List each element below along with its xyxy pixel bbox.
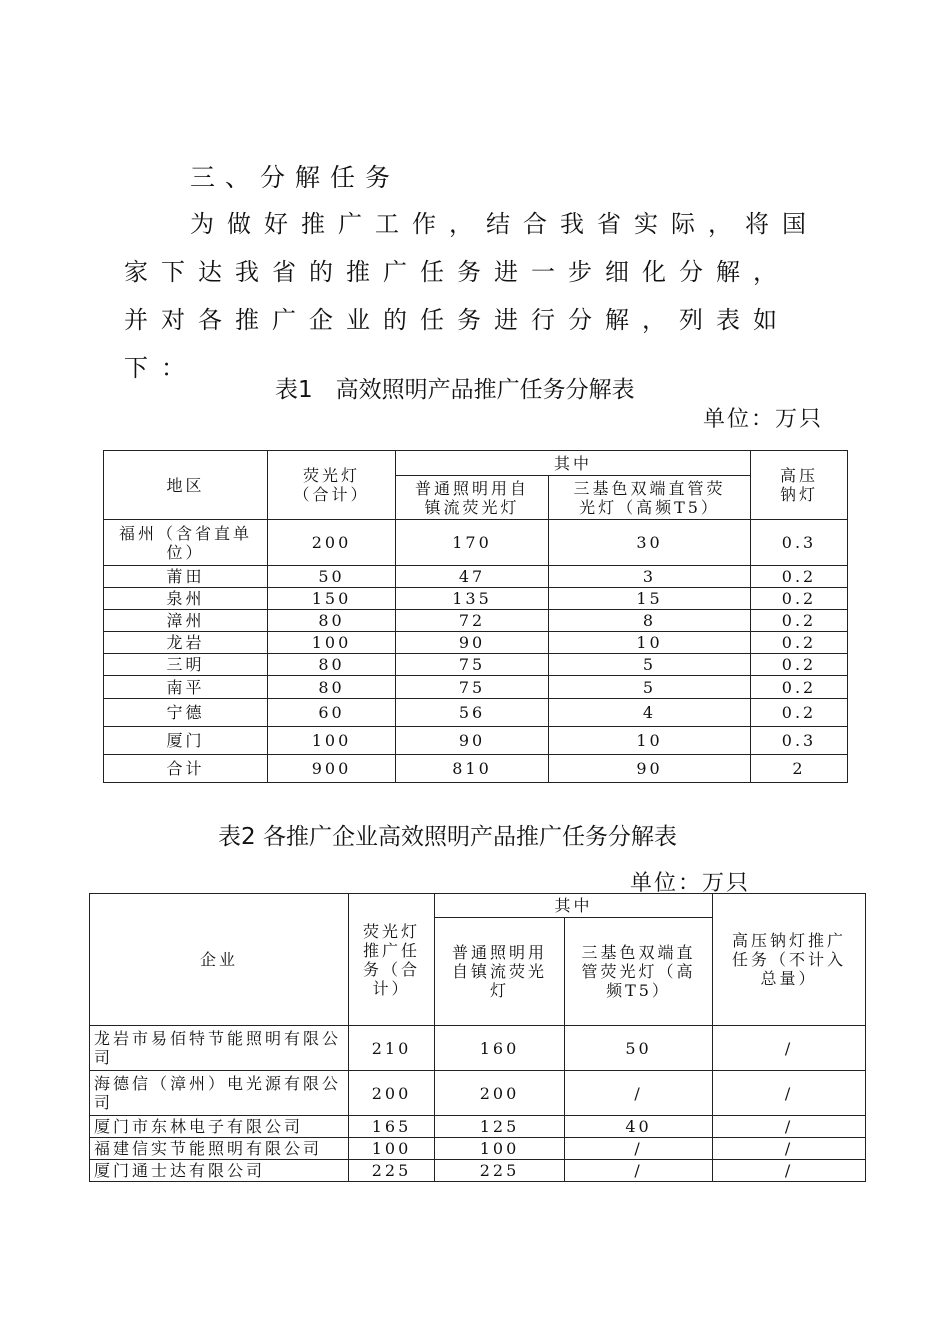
t1-cell-region: 合计 <box>104 755 268 783</box>
t2-cell-total: 200 <box>349 1071 435 1116</box>
t2-cell-total: 100 <box>349 1138 435 1160</box>
t1-cell-total: 80 <box>268 610 396 632</box>
t2-cell-sodium: / <box>713 1026 866 1071</box>
t1-cell-region: 莆田 <box>104 566 268 588</box>
table-row <box>104 632 848 654</box>
t1-cell-tricolor: 90 <box>549 755 751 783</box>
t1-header-region: 地区 <box>104 451 268 520</box>
t1-cell-total: 150 <box>268 588 396 610</box>
t2-cell-sodium: / <box>713 1116 866 1138</box>
table-row <box>104 610 848 632</box>
t2-header-tricolor: 三基色双端直管荧光灯（高频T5） <box>565 918 713 1026</box>
t1-cell-total: 900 <box>268 755 396 783</box>
t1-cell-sodium: 0.2 <box>751 676 848 699</box>
t1-cell-tricolor: 10 <box>549 632 751 654</box>
table1-unit: 单位：万只 <box>703 407 824 432</box>
table-row <box>90 1138 866 1160</box>
t2-cell-total: 165 <box>349 1116 435 1138</box>
t1-cell-region: 福州（含省直单位） <box>104 520 268 566</box>
table-row <box>104 699 848 727</box>
t1-cell-tricolor: 4 <box>549 699 751 727</box>
table-row <box>104 676 848 699</box>
t1-cell-ordinary: 810 <box>396 755 549 783</box>
t1-cell-total: 50 <box>268 566 396 588</box>
t1-cell-ordinary: 72 <box>396 610 549 632</box>
t1-cell-sodium: 0.2 <box>751 588 848 610</box>
t1-cell-ordinary: 90 <box>396 727 549 755</box>
t1-cell-ordinary: 135 <box>396 588 549 610</box>
t2-cell-ordinary: 125 <box>435 1116 565 1138</box>
table-row <box>104 588 848 610</box>
t1-cell-ordinary: 75 <box>396 676 549 699</box>
t1-header-of-which: 其中 <box>396 451 751 476</box>
t2-cell-ordinary: 200 <box>435 1071 565 1116</box>
t2-cell-sodium: / <box>713 1138 866 1160</box>
t1-cell-total: 100 <box>268 632 396 654</box>
t2-cell-ordinary: 225 <box>435 1160 565 1182</box>
t1-header-ordinary: 普通照明用自镇流荧光灯 <box>396 476 549 520</box>
t2-cell-tricolor: 40 <box>565 1116 713 1138</box>
table-row <box>104 520 848 566</box>
t1-cell-region: 三明 <box>104 654 268 676</box>
t1-cell-total: 80 <box>268 654 396 676</box>
intro-paragraph: 为做好推广工作，结合我省实际，将国家下达我省的推广任务进一步细化分解，并对各推广企业的任务进行分解，列表如下： <box>124 210 819 382</box>
table-row <box>90 1116 866 1138</box>
t1-cell-total: 60 <box>268 699 396 727</box>
t1-cell-ordinary: 170 <box>396 520 549 566</box>
table-row <box>104 755 848 783</box>
t1-cell-tricolor: 8 <box>549 610 751 632</box>
t1-header-sodium: 高压钠灯 <box>751 451 848 520</box>
t2-cell-company: 厦门市东林电子有限公司 <box>90 1116 349 1138</box>
t1-cell-sodium: 0.2 <box>751 654 848 676</box>
t2-header-sodium: 高压钠灯推广任务（不计入总量） <box>713 894 866 1026</box>
t2-cell-ordinary: 160 <box>435 1026 565 1071</box>
t1-header-fluor-total: 荧光灯（合计） <box>268 451 396 520</box>
t2-cell-sodium: / <box>713 1160 866 1182</box>
table-row <box>90 1160 866 1182</box>
t2-cell-total: 225 <box>349 1160 435 1182</box>
t1-cell-region: 龙岩 <box>104 632 268 654</box>
t1-cell-ordinary: 75 <box>396 654 549 676</box>
t1-cell-region: 泉州 <box>104 588 268 610</box>
table-row <box>104 566 848 588</box>
t2-cell-tricolor: / <box>565 1138 713 1160</box>
t1-cell-ordinary: 90 <box>396 632 549 654</box>
t1-cell-ordinary: 56 <box>396 699 549 727</box>
t1-cell-tricolor: 15 <box>549 588 751 610</box>
t1-cell-sodium: 0.3 <box>751 520 848 566</box>
table-row <box>104 727 848 755</box>
t1-cell-total: 80 <box>268 676 396 699</box>
t1-cell-tricolor: 5 <box>549 676 751 699</box>
table-row <box>90 1026 866 1071</box>
table2-unit: 单位：万只 <box>630 871 751 896</box>
t1-cell-sodium: 0.3 <box>751 727 848 755</box>
t2-cell-company: 海德信（漳州）电光源有限公司 <box>90 1071 349 1116</box>
t2-header-ordinary: 普通照明用自镇流荧光灯 <box>435 918 565 1026</box>
t2-cell-company: 厦门通士达有限公司 <box>90 1160 349 1182</box>
t2-cell-ordinary: 100 <box>435 1138 565 1160</box>
t1-cell-tricolor: 30 <box>549 520 751 566</box>
t1-cell-tricolor: 3 <box>549 566 751 588</box>
t1-cell-tricolor: 10 <box>549 727 751 755</box>
t2-cell-company: 福建信实节能照明有限公司 <box>90 1138 349 1160</box>
t1-cell-sodium: 2 <box>751 755 848 783</box>
t1-cell-region: 厦门 <box>104 727 268 755</box>
t1-cell-region: 南平 <box>104 676 268 699</box>
table-row <box>90 1071 866 1116</box>
table1 <box>103 450 848 783</box>
t1-cell-region: 宁德 <box>104 699 268 727</box>
table2 <box>89 893 866 1182</box>
t2-cell-total: 210 <box>349 1026 435 1071</box>
t1-cell-sodium: 0.2 <box>751 699 848 727</box>
table2-caption: 表2 各推广企业高效照明产品推广任务分解表 <box>218 824 677 850</box>
t2-header-of-which: 其中 <box>435 894 713 918</box>
t2-cell-tricolor: 50 <box>565 1026 713 1071</box>
t2-header-company: 企业 <box>90 894 349 1026</box>
t1-cell-total: 100 <box>268 727 396 755</box>
t1-cell-tricolor: 5 <box>549 654 751 676</box>
t1-cell-sodium: 0.2 <box>751 632 848 654</box>
t1-cell-sodium: 0.2 <box>751 566 848 588</box>
t1-cell-total: 200 <box>268 520 396 566</box>
t2-header-fluor-total: 荧光灯推广任务（合计） <box>349 894 435 1026</box>
section-heading: 三、分解任务 <box>190 163 401 192</box>
table-row <box>104 654 848 676</box>
t1-cell-sodium: 0.2 <box>751 610 848 632</box>
t1-cell-region: 漳州 <box>104 610 268 632</box>
t2-cell-company: 龙岩市易佰特节能照明有限公司 <box>90 1026 349 1071</box>
t1-header-tricolor: 三基色双端直管荧光灯（高频T5） <box>549 476 751 520</box>
t2-cell-sodium: / <box>713 1071 866 1116</box>
table1-caption: 表1 高效照明产品推广任务分解表 <box>275 377 635 403</box>
t2-cell-tricolor: / <box>565 1071 713 1116</box>
t2-cell-tricolor: / <box>565 1160 713 1182</box>
t1-cell-ordinary: 47 <box>396 566 549 588</box>
